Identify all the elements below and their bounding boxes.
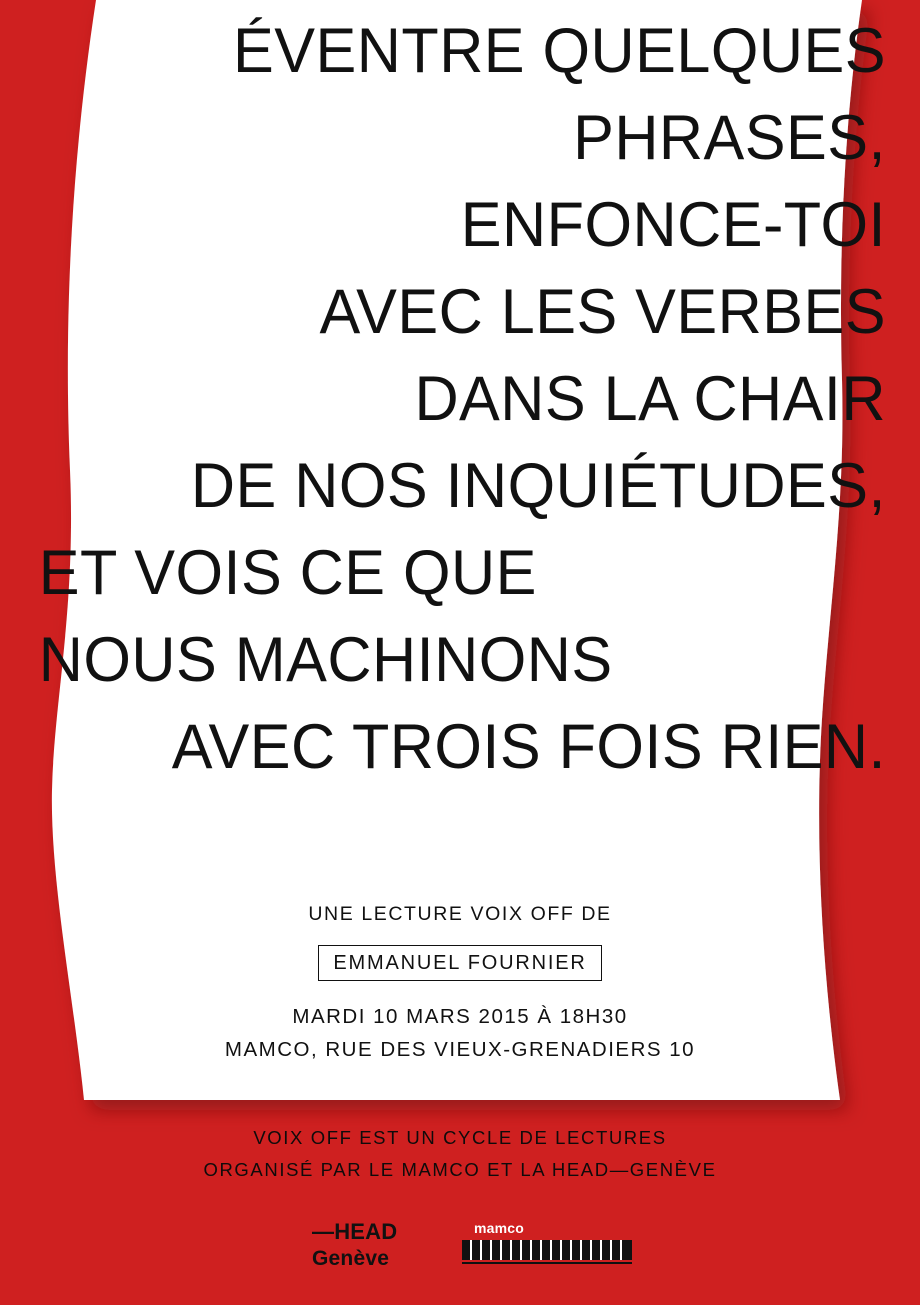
mamco-logo bbox=[462, 1218, 632, 1264]
headline-line-9: AVEC TROIS FOIS RIEN. bbox=[171, 711, 886, 782]
head-logo-bottom: Genève bbox=[312, 1246, 390, 1270]
head-logo-top: —HEAD bbox=[312, 1219, 398, 1244]
footer-note-line-2: ORGANISÉ PAR LE MAMCO ET LA HEAD—GENÈVE bbox=[203, 1159, 717, 1181]
event-date: MARDI 10 MARS 2015 À 18H30 bbox=[292, 1005, 628, 1029]
headline-block bbox=[0, 8, 900, 790]
head-geneve-logo bbox=[312, 1218, 397, 1272]
logo-row bbox=[0, 1212, 920, 1282]
headline-line-5: DANS LA CHAIR bbox=[414, 363, 886, 434]
headline-line-3: ENFONCE-TOI bbox=[460, 189, 886, 260]
credits-block bbox=[0, 900, 920, 1067]
speaker-name: EMMANUEL FOURNIER bbox=[318, 945, 601, 981]
mamco-logo-ticks bbox=[462, 1240, 632, 1260]
headline-line-8: NOUS MACHINONS bbox=[38, 624, 613, 695]
headline-line-2: PHRASES, bbox=[573, 102, 886, 173]
mamco-logo-rule bbox=[462, 1262, 632, 1264]
event-venue: MAMCO, RUE DES VIEUX-GRENADIERS 10 bbox=[224, 1038, 696, 1062]
headline-line-7: ET VOIS CE QUE bbox=[38, 537, 537, 608]
credits-intro: UNE LECTURE VOIX OFF DE bbox=[308, 903, 612, 925]
headline-line-4: AVEC LES VERBES bbox=[319, 276, 886, 347]
headline-line-6: DE NOS INQUIÉTUDES, bbox=[190, 450, 886, 521]
footer-note bbox=[0, 1122, 920, 1187]
mamco-logo-word: mamco bbox=[462, 1218, 536, 1238]
headline-line-1: ÉVENTRE QUELQUES bbox=[233, 16, 886, 86]
footer-note-line-1: VOIX OFF EST UN CYCLE DE LECTURES bbox=[253, 1127, 667, 1148]
